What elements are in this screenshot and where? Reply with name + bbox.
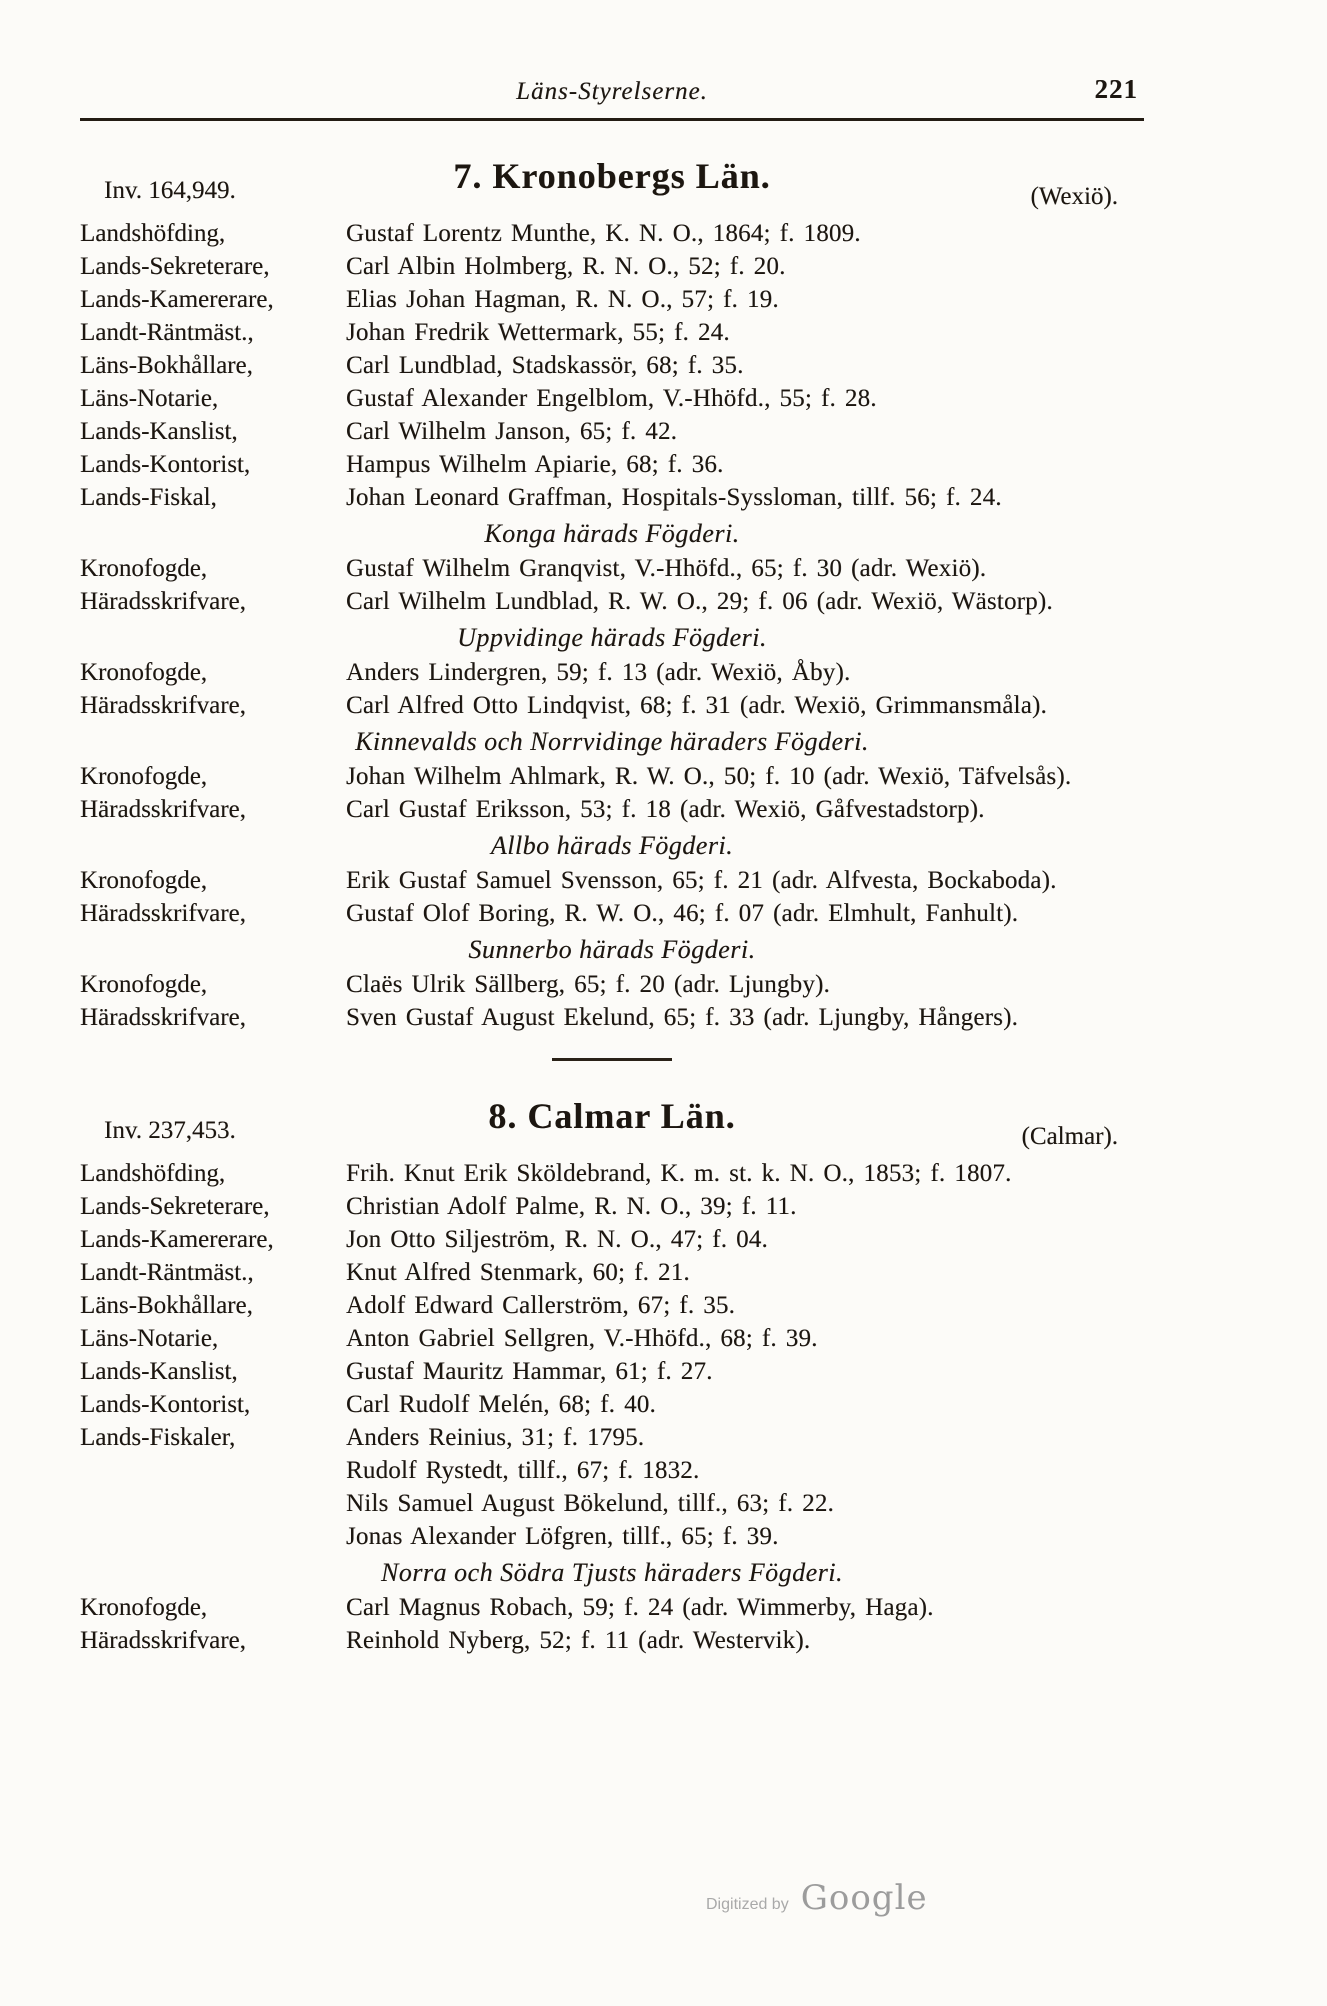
office-label — [80, 1487, 346, 1520]
office-label: Kronofogde, — [80, 763, 208, 790]
office-label: Kronofogde, — [80, 1594, 208, 1621]
official-row — [80, 1520, 1144, 1553]
official-row — [80, 897, 1144, 930]
office-label — [80, 1454, 346, 1487]
office-label: Kronofogde, — [80, 971, 208, 998]
office-label: Läns-Bokhållare, — [80, 1292, 253, 1319]
official-entry: Christian Adolf Palme, R. N. O., 39; f. 11. — [346, 1193, 797, 1220]
official-entry: Gustaf Lorentz Munthe, K. N. O., 1864; f. 1809. — [346, 220, 861, 247]
official-entry: Sven Gustaf August Ekelund, 65; f. 33 (adr. Ljungby, Hångers). — [346, 1004, 1019, 1031]
official-entry: Carl Alfred Otto Lindqvist, 68; f. 31 (adr. Wexiö, Grimmansmåla). — [346, 692, 1047, 719]
section-heading — [80, 1095, 1144, 1150]
official-entry: Carl Lundblad, Stadskassör, 68; f. 35. — [346, 352, 744, 379]
office-label: Landshöfding, — [80, 220, 226, 247]
office-label: Häradsskrifvare, — [80, 588, 246, 615]
office-label: Lands-Kontorist, — [80, 451, 251, 478]
official-row — [80, 1355, 1144, 1388]
official-entry: Anders Lindergren, 59; f. 13 (adr. Wexiö, Åby). — [346, 659, 851, 686]
official-entry: Anders Reinius, 31; f. 1795. — [346, 1424, 645, 1451]
official-entry: Carl Rudolf Melén, 68; f. 40. — [346, 1391, 656, 1418]
official-row — [80, 1487, 1144, 1520]
official-row — [80, 316, 1144, 349]
official-entry: Elias Johan Hagman, R. N. O., 57; f. 19. — [346, 286, 779, 313]
office-label — [80, 1520, 346, 1553]
official-entry: Rudolf Rystedt, tillf., 67; f. 1832. — [346, 1457, 700, 1484]
official-entry: Carl Magnus Robach, 59; f. 24 (adr. Wimmerby, Haga). — [346, 1594, 934, 1621]
official-entry: Jonas Alexander Löfgren, tillf., 65; f. 39. — [346, 1523, 779, 1550]
official-row — [80, 1591, 1144, 1624]
office-label: Häradsskrifvare, — [80, 796, 246, 823]
official-row — [80, 250, 1144, 283]
official-row — [80, 656, 1144, 689]
google-logo: Google — [800, 1878, 928, 1918]
office-label: Häradsskrifvare, — [80, 692, 246, 719]
official-row — [80, 217, 1144, 250]
official-row — [80, 760, 1144, 793]
official-entry: Adolf Edward Callerström, 67; f. 35. — [346, 1292, 736, 1319]
section-divider — [552, 1058, 672, 1061]
official-entry: Jon Otto Siljeström, R. N. O., 47; f. 04. — [346, 1226, 768, 1253]
office-label: Landshöfding, — [80, 1160, 226, 1187]
official-row — [80, 1223, 1144, 1256]
official-row — [80, 1322, 1144, 1355]
office-label: Lands-Sekreterare, — [80, 1193, 270, 1220]
official-row — [80, 864, 1144, 897]
official-entry: Knut Alfred Stenmark, 60; f. 21. — [346, 1259, 690, 1286]
section-title: 7. Kronobergs Län. — [453, 156, 771, 196]
office-label: Häradsskrifvare, — [80, 1004, 246, 1031]
official-entry: Johan Leonard Graffman, Hospitals-Syssloman, tillf. 56; f. 24. — [346, 484, 1002, 511]
official-row — [80, 1256, 1144, 1289]
office-label: Läns-Notarie, — [80, 1325, 219, 1352]
office-label: Läns-Bokhållare, — [80, 352, 253, 379]
official-entry: Johan Fredrik Wettermark, 55; f. 24. — [346, 319, 730, 346]
section-kronobergs-lan — [80, 155, 1144, 1034]
section-heading — [80, 155, 1144, 210]
office-label: Lands-Fiskal, — [80, 484, 217, 511]
fogderi-heading: Norra och Södra Tjusts häraders Fögderi. — [380, 1558, 844, 1587]
digitized-by-text: Digitized by — [706, 1896, 789, 1913]
fogderi-heading: Uppvidinge härads Fögderi. — [457, 623, 767, 652]
office-label: Lands-Kontorist, — [80, 1391, 251, 1418]
page-number: 221 — [1094, 74, 1138, 104]
office-label: Lands-Kanslist, — [80, 418, 238, 445]
official-row — [80, 1624, 1144, 1657]
official-entry: Johan Wilhelm Ahlmark, R. W. O., 50; f. 10 (adr. Wexiö, Täfvelsås). — [346, 763, 1072, 790]
office-label: Häradsskrifvare, — [80, 900, 246, 927]
office-label: Häradsskrifvare, — [80, 1627, 246, 1654]
official-entry: Carl Wilhelm Lundblad, R. W. O., 29; f. 06 (adr. Wexiö, Wästorp). — [346, 588, 1053, 615]
header-rule — [80, 118, 1144, 121]
inhabitants-count: Inv. 164,949. — [104, 177, 236, 204]
official-entry: Carl Albin Holmberg, R. N. O., 52; f. 20. — [346, 253, 786, 280]
official-row — [80, 689, 1144, 722]
official-entry: Erik Gustaf Samuel Svensson, 65; f. 21 (adr. Alfvesta, Bockaboda). — [346, 867, 1057, 894]
official-entry: Gustaf Alexander Engelblom, V.-Hhöfd., 55; f. 28. — [346, 385, 877, 412]
fogderi-heading: Sunnerbo härads Fögderi. — [468, 935, 756, 964]
fogderi-heading: Konga härads Fögderi. — [484, 519, 740, 548]
official-row — [80, 415, 1144, 448]
section-calmar-lan — [80, 1095, 1144, 1657]
office-label: Landt-Räntmäst., — [80, 319, 254, 346]
official-entry: Reinhold Nyberg, 52; f. 11 (adr. Westervik). — [346, 1627, 811, 1654]
office-label: Lands-Sekreterare, — [80, 253, 270, 280]
official-entry: Claës Ulrik Sällberg, 65; f. 20 (adr. Ljungby). — [346, 971, 831, 998]
inhabitants-count: Inv. 237,453. — [104, 1117, 236, 1144]
official-row — [80, 1157, 1144, 1190]
official-entry: Gustaf Mauritz Hammar, 61; f. 27. — [346, 1358, 713, 1385]
office-label: Lands-Kanslist, — [80, 1358, 238, 1385]
official-row — [80, 1388, 1144, 1421]
official-row — [80, 1190, 1144, 1223]
official-row — [80, 1289, 1144, 1322]
official-entry: Hampus Wilhelm Apiarie, 68; f. 36. — [346, 451, 724, 478]
office-label: Kronofogde, — [80, 867, 208, 894]
residence-city: (Calmar). — [1021, 1123, 1118, 1150]
official-row — [80, 349, 1144, 382]
page-header — [80, 74, 1144, 116]
official-entry: Nils Samuel August Bökelund, tillf., 63; f. 22. — [346, 1490, 835, 1517]
page-content — [80, 74, 1144, 1657]
official-row — [80, 481, 1144, 514]
office-label: Läns-Notarie, — [80, 385, 219, 412]
office-label: Kronofogde, — [80, 659, 208, 686]
official-entry: Frih. Knut Erik Sköldebrand, K. m. st. k. N. O., 1853; f. 1807. — [346, 1160, 1012, 1187]
office-label: Lands-Fiskaler, — [80, 1424, 236, 1451]
fogderi-heading: Allbo härads Fögderi. — [490, 831, 734, 860]
official-entry: Gustaf Olof Boring, R. W. O., 46; f. 07 (adr. Elmhult, Fanhult). — [346, 900, 1019, 927]
official-row — [80, 1421, 1144, 1454]
residence-city: (Wexiö). — [1030, 183, 1118, 210]
official-row — [80, 382, 1144, 415]
official-row — [80, 585, 1144, 618]
digitized-footer — [706, 1878, 928, 1918]
official-entry: Gustaf Wilhelm Granqvist, V.-Hhöfd., 65; f. 30 (adr. Wexiö). — [346, 555, 987, 582]
official-row — [80, 283, 1144, 316]
official-entry: Anton Gabriel Sellgren, V.-Hhöfd., 68; f. 39. — [346, 1325, 818, 1352]
official-row — [80, 968, 1144, 1001]
office-label: Lands-Kamererare, — [80, 1226, 274, 1253]
running-title: Läns-Styrelserne. — [516, 78, 708, 105]
official-row — [80, 793, 1144, 826]
official-row — [80, 552, 1144, 585]
office-label: Kronofogde, — [80, 555, 208, 582]
official-row — [80, 1454, 1144, 1487]
office-label: Landt-Räntmäst., — [80, 1259, 254, 1286]
official-entry: Carl Wilhelm Janson, 65; f. 42. — [346, 418, 678, 445]
section-title: 8. Calmar Län. — [488, 1096, 736, 1136]
official-entry: Carl Gustaf Eriksson, 53; f. 18 (adr. Wexiö, Gåfvestadstorp). — [346, 796, 985, 823]
office-label: Lands-Kamererare, — [80, 286, 274, 313]
official-row — [80, 1001, 1144, 1034]
fogderi-heading: Kinnevalds och Norrvidinge häraders Fögderi. — [355, 727, 869, 756]
official-row — [80, 448, 1144, 481]
